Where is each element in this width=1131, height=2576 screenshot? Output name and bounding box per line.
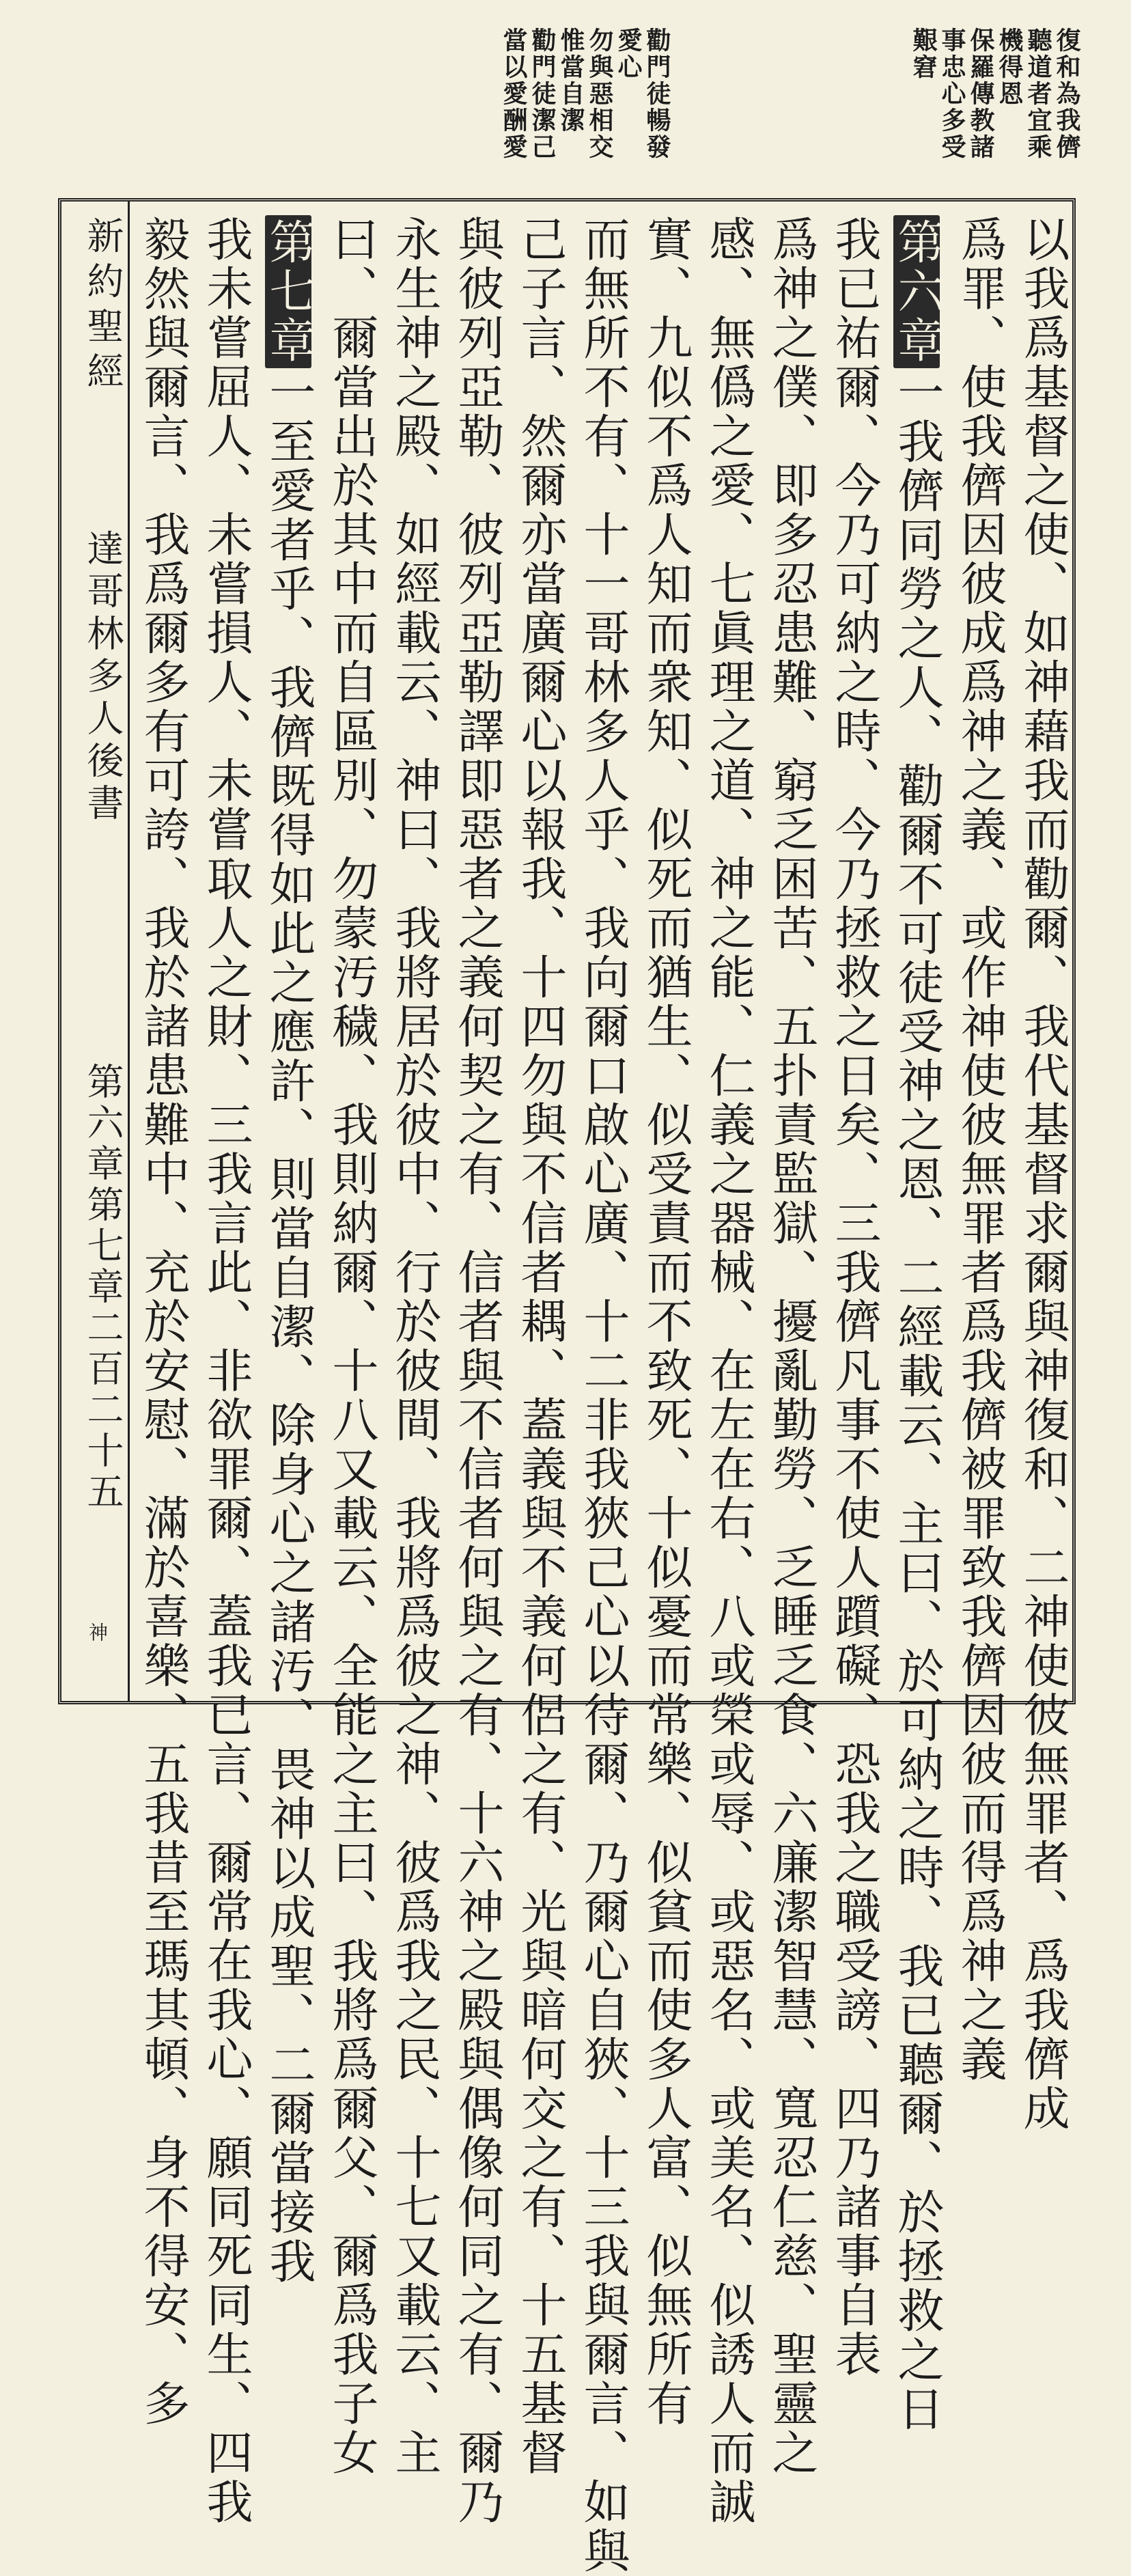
text-column: 爲神之僕、即多忍患難、窮乏困苦、五扑責監獄、擾亂勤勞、乏睡乏食、六廉潔智慧、寬忍仁慈、聖靈之 — [764, 215, 818, 2478]
text-column: 曰、爾當出於其中而自區別、勿蒙汚穢、我則納爾、十八又載云、全能之主曰、我將爲爾父、爾爲我子女 — [324, 215, 378, 2478]
text-column: 永生神之殿、如經載云、神曰、我將居於彼中、行於彼間、我將爲彼之神、彼爲我之民、十七又載云、主 — [387, 215, 441, 2478]
text-column: 而無所不有、十一哥林多人乎、我向爾口啟心廣、十二非我狹己心以待爾、乃爾心自狹、十三我與爾言、如與 — [576, 215, 630, 2576]
top-notes-left — [501, 27, 669, 188]
chapter-heading-badge: 第七章 — [265, 215, 311, 368]
chapter-heading-badge: 第六章 — [893, 215, 940, 368]
top-note: 聽道者宜乘 — [1024, 27, 1052, 161]
text-column: 與彼列亞勒、彼列亞勒譯即惡者之義何契之有、信者與不信者何與之有、十六神之殿與偶像何同之有、爾乃 — [450, 215, 504, 2527]
text-column: 第六章一我儕同勞之人、勸爾不可徒受神之恩、二經載云、主曰、於可納之時、我已聽爾、於拯救之日 — [893, 215, 940, 1690]
text-column: 感、無僞之愛、七眞理之道、神之能、仁義之器械、在左在右、八或榮或辱、或惡名、或美名、似誘人而誠 — [701, 215, 755, 2527]
catchword: 神 — [86, 1622, 109, 1642]
text-column: 爲罪、使我儕因彼成爲神之義、或作神使彼無罪者爲我儕被罪致我儕因彼而得爲神之義 — [953, 215, 1007, 2084]
top-note: 復和為我儕 — [1052, 27, 1081, 161]
top-note: 愛心 — [614, 27, 643, 81]
top-note: 勿與惡相交 — [585, 27, 614, 161]
top-notes-right — [911, 27, 1079, 188]
chapter-range: 第六章第七章 — [81, 1062, 124, 1308]
text-column: 己子言、然爾亦當廣爾心以報我、十四勿與不信者耦、蓋義與不義何侶之有、光與暗何交之有、十五基督 — [513, 215, 567, 2478]
top-note: 機得恩 — [995, 27, 1024, 107]
top-note: 事忠心多受 — [938, 27, 966, 161]
top-note: 保羅傳教諸 — [966, 27, 995, 161]
top-note: 艱窘 — [909, 27, 938, 81]
top-note: 勸門徒潔己 — [528, 27, 557, 161]
text-column: 以我爲基督之使、如神藉我而勸爾、我代基督求爾與神復和、二神使彼無罪者、爲我儕成 — [1016, 215, 1070, 2133]
top-note: 惟當自潔 — [557, 27, 585, 134]
top-margin-notes — [260, 27, 1079, 188]
page-number: 二百二十五 — [81, 1308, 124, 1513]
text-frame — [58, 198, 1076, 2576]
running-head-strip — [61, 202, 130, 1701]
running-title: 新約聖經 — [81, 217, 124, 397]
text-column: 第七章一至愛者乎、我儕既得如此之應許、則當自潔、除身心之諸汚、畏神以成聖、二爾當接我 — [265, 215, 311, 1690]
text-body — [136, 202, 1070, 2576]
text-column: 毅然與爾言、我爲爾多有可誇、我於諸患難中、充於安慰、滿於喜樂、五我昔至瑪其頓、身不得安、多 — [136, 215, 190, 2428]
top-note: 勸門徒暢發 — [643, 27, 671, 161]
text-column: 我未嘗屈人、未嘗損人、未嘗取人之財、三我言此、非欲罪爾、蓋我已言、爾常在我心、願同死同生、四我 — [199, 215, 253, 2527]
top-note: 當以愛酬愛 — [499, 27, 528, 161]
text-column: 我已祐爾、今乃可納之時、今乃拯救之日矣、三我儕凡事不使人躓礙、恐我之職受謗、四乃諸事自表 — [827, 215, 881, 2379]
book-name: 達哥林多人後書 — [81, 529, 124, 826]
text-column: 實、九似不爲人知而衆知、似死而猶生、似受責而不致死、十似憂而常樂、似貧而使多人富、似無所有 — [639, 215, 693, 2428]
